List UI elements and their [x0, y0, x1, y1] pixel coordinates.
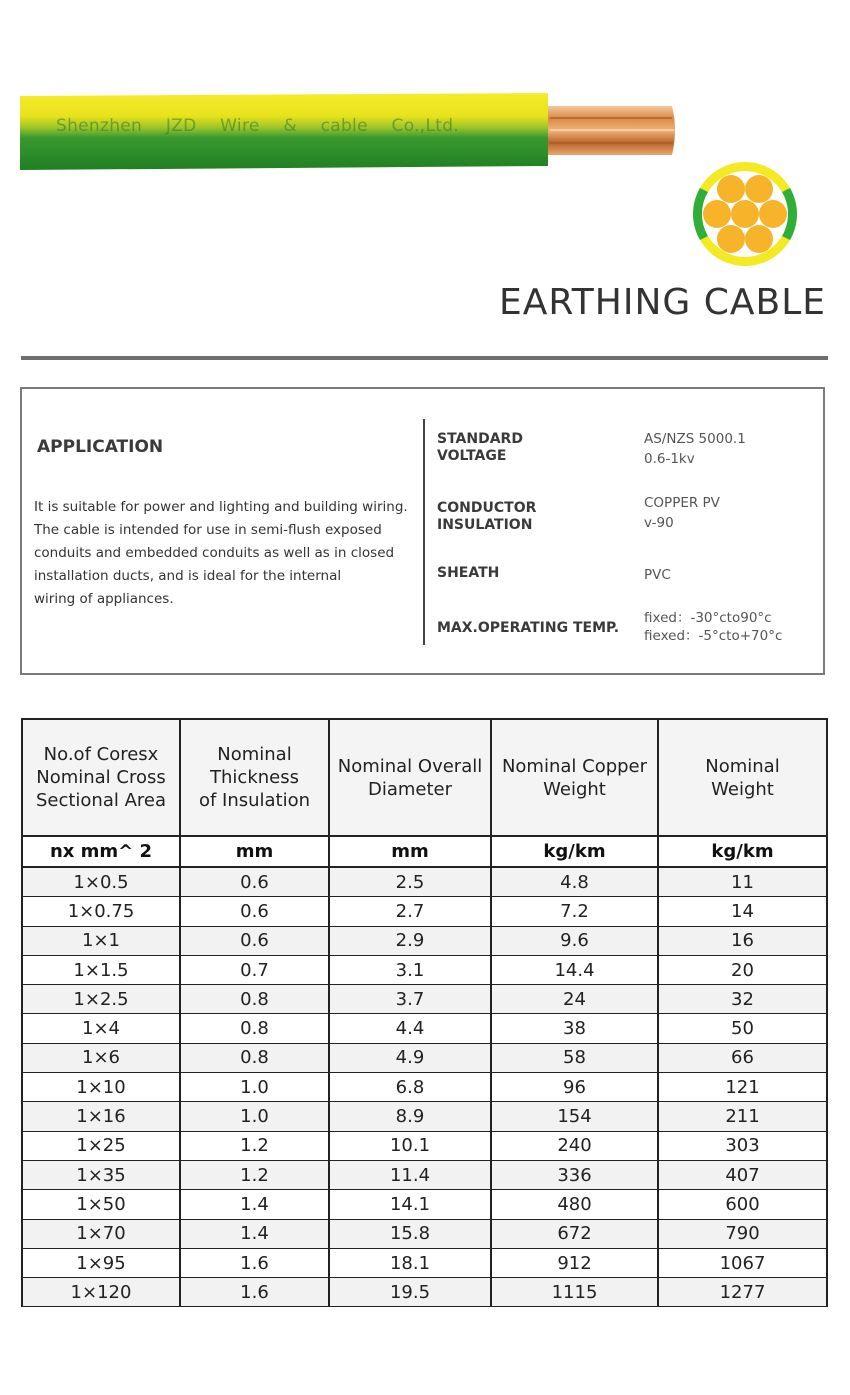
- table-cell: 1.4: [180, 1190, 329, 1219]
- table-row: [22, 1160, 827, 1189]
- table-cell: 121: [658, 1073, 827, 1102]
- table-row: [22, 985, 827, 1014]
- application-line: It is suitable for power and lighting and building wiring.: [34, 499, 408, 515]
- cable-graphic: [0, 0, 850, 280]
- table-cell: 58: [491, 1043, 658, 1072]
- spec-value-standard-voltage: [644, 429, 746, 469]
- table-cell: 2.9: [329, 926, 491, 955]
- table-cell: 0.6: [180, 897, 329, 926]
- header-line: Diameter: [367, 778, 453, 800]
- table-cell: 6.8: [329, 1073, 491, 1102]
- spec-value-max-operating-temp: [644, 609, 782, 645]
- table-cell: 1.0: [180, 1073, 329, 1102]
- header-line: of Insulation: [198, 790, 311, 811]
- spec-value-conductor-insulation: [644, 493, 720, 533]
- table-cell: 1×0.5: [22, 867, 180, 897]
- spec-label-line: STANDARD: [437, 431, 523, 447]
- spec-label-standard-voltage: [437, 431, 523, 465]
- table-cell: 480: [491, 1190, 658, 1219]
- application-text: [34, 496, 414, 611]
- unit-cell: kg/km: [658, 836, 827, 867]
- table-cell: 7.2: [491, 897, 658, 926]
- header-line: Nominal Copper: [501, 755, 648, 777]
- table-cell: 1.0: [180, 1102, 329, 1131]
- table-cell: 672: [491, 1219, 658, 1248]
- spec-value-line: v-90: [644, 515, 674, 531]
- unit-cell: mm: [180, 836, 329, 867]
- unit-cell: kg/km: [491, 836, 658, 867]
- spec-value-line: AS/NZS 5000.1: [644, 431, 746, 447]
- spec-label-line: MAX.OPERATING TEMP.: [437, 620, 620, 636]
- vertical-divider: [423, 419, 425, 645]
- spec-label-line: INSULATION: [437, 517, 533, 533]
- table-cell: 0.7: [180, 955, 329, 984]
- table-cell: 211: [658, 1102, 827, 1131]
- table-row: [22, 1219, 827, 1248]
- spec-value-sheath: [644, 565, 671, 585]
- table-cell: 9.6: [491, 926, 658, 955]
- table-cell: 336: [491, 1160, 658, 1189]
- table-cell: 20: [658, 955, 827, 984]
- table-row: [22, 1102, 827, 1131]
- table-cell: 14.1: [329, 1190, 491, 1219]
- header-nominal-weight: [658, 719, 827, 836]
- table-row: [22, 867, 827, 897]
- header-overall-diameter: [329, 719, 491, 836]
- table-cell: 1×0.75: [22, 897, 180, 926]
- table-cell: 1×10: [22, 1073, 180, 1102]
- divider: [21, 356, 828, 360]
- table-row: [22, 1190, 827, 1219]
- table-cell: 11: [658, 867, 827, 897]
- table-row: [22, 926, 827, 955]
- table-cell: 16: [658, 926, 827, 955]
- table-row: [22, 1248, 827, 1277]
- spec-label-line: CONDUCTOR: [437, 500, 537, 516]
- table-cell: 50: [658, 1014, 827, 1043]
- application-line: conduits and embedded conduits as well as in closed: [34, 545, 395, 561]
- table-cell: 1067: [658, 1248, 827, 1277]
- table-cell: 1277: [658, 1278, 827, 1307]
- table-cell: 1×50: [22, 1190, 180, 1219]
- table-cell: 4.4: [329, 1014, 491, 1043]
- table-cell: 0.8: [180, 1014, 329, 1043]
- application-line: The cable is intended for use in semi-flush exposed: [34, 522, 382, 538]
- table-cell: 3.1: [329, 955, 491, 984]
- table-row: [22, 897, 827, 926]
- spec-value-line: 0.6-1kv: [644, 451, 695, 467]
- cable-spec-table: [21, 718, 828, 1307]
- spec-value-line: fiexed：-5°cto+70°c: [644, 628, 783, 644]
- application-line: installation ducts, and is ideal for the internal: [34, 568, 342, 584]
- units-row: [22, 836, 827, 867]
- header-insulation-thickness: [180, 719, 329, 836]
- header-line: Weight: [543, 778, 606, 800]
- table-cell: 1.6: [180, 1278, 329, 1307]
- table-cell: 18.1: [329, 1248, 491, 1277]
- table-cell: 1×35: [22, 1160, 180, 1189]
- spec-label-line: SHEATH: [437, 565, 500, 581]
- table-row: [22, 1043, 827, 1072]
- application-line: wiring of appliances.: [34, 591, 174, 607]
- header-line: Nominal: [705, 755, 780, 777]
- cross-section-icon: [693, 162, 797, 266]
- header-line: Sectional Area: [35, 790, 167, 811]
- spec-value-line: fixed：-30°cto90°c: [644, 610, 772, 626]
- table-cell: 38: [491, 1014, 658, 1043]
- table-cell: 1.2: [180, 1131, 329, 1160]
- table-cell: 154: [491, 1102, 658, 1131]
- table-cell: 1×70: [22, 1219, 180, 1248]
- table-cell: 15.8: [329, 1219, 491, 1248]
- table-cell: 1×6: [22, 1043, 180, 1072]
- table-row: [22, 1014, 827, 1043]
- table-row: [22, 1131, 827, 1160]
- spec-value-line: COPPER PV: [644, 495, 720, 511]
- header-line: Thickness: [210, 767, 299, 788]
- table-cell: 66: [658, 1043, 827, 1072]
- page-title: EARTHING CABLE: [499, 282, 826, 323]
- spec-label-conductor-insulation: [437, 500, 536, 534]
- table-cell: 96: [491, 1073, 658, 1102]
- table-row: [22, 955, 827, 984]
- cable-illustration: [0, 0, 850, 280]
- table-cell: 1.4: [180, 1219, 329, 1248]
- table-cell: 1.2: [180, 1160, 329, 1189]
- header-copper-weight: [491, 719, 658, 836]
- header-cores-cross-section: [22, 719, 180, 836]
- table-cell: 0.8: [180, 985, 329, 1014]
- table-header-row: [22, 719, 827, 836]
- table-cell: 4.8: [491, 867, 658, 897]
- table-cell: 790: [658, 1219, 827, 1248]
- table-cell: 4.9: [329, 1043, 491, 1072]
- table-cell: 1×2.5: [22, 985, 180, 1014]
- table-cell: 19.5: [329, 1278, 491, 1307]
- spec-label-sheath: [437, 565, 499, 582]
- table-cell: 1×25: [22, 1131, 180, 1160]
- table-cell: 303: [658, 1131, 827, 1160]
- table-cell: 912: [491, 1248, 658, 1277]
- table-cell: 2.5: [329, 867, 491, 897]
- table-cell: 8.9: [329, 1102, 491, 1131]
- spec-box: [20, 387, 825, 675]
- table-cell: 0.6: [180, 867, 329, 897]
- table-cell: 1×1.5: [22, 955, 180, 984]
- table-cell: 32: [658, 985, 827, 1014]
- application-heading: APPLICATION: [37, 437, 164, 457]
- table-cell: 1×16: [22, 1102, 180, 1131]
- table-cell: 14: [658, 897, 827, 926]
- cable-print-text: Shenzhen JZD Wire & cable Co.,Ltd.: [56, 116, 460, 136]
- table-cell: 14.4: [491, 955, 658, 984]
- table-cell: 24: [491, 985, 658, 1014]
- table-cell: 1×1: [22, 926, 180, 955]
- header-line: Weight: [711, 778, 774, 800]
- table-row: [22, 1278, 827, 1307]
- unit-cell: mm: [329, 836, 491, 867]
- table-row: [22, 1073, 827, 1102]
- spec-label-line: VOLTAGE: [437, 448, 507, 464]
- table-cell: 407: [658, 1160, 827, 1189]
- table-cell: 0.8: [180, 1043, 329, 1072]
- table-cell: 3.7: [329, 985, 491, 1014]
- header-line: No.of Coresx: [43, 744, 159, 765]
- unit-cell: nx mm^ 2: [22, 836, 180, 867]
- table-cell: 1.6: [180, 1248, 329, 1277]
- table-cell: 11.4: [329, 1160, 491, 1189]
- table-cell: 1115: [491, 1278, 658, 1307]
- header-line: Nominal Cross: [36, 767, 166, 788]
- table-cell: 2.7: [329, 897, 491, 926]
- table-cell: 1×120: [22, 1278, 180, 1307]
- header-line: Nominal: [217, 744, 292, 765]
- table-cell: 240: [491, 1131, 658, 1160]
- table-cell: 1×95: [22, 1248, 180, 1277]
- table-cell: 600: [658, 1190, 827, 1219]
- spec-label-max-operating-temp: [437, 620, 619, 637]
- table-cell: 1×4: [22, 1014, 180, 1043]
- table-cell: 0.6: [180, 926, 329, 955]
- header-line: Nominal Overall: [337, 755, 483, 777]
- spec-value-line: PVC: [644, 567, 671, 583]
- table-cell: 10.1: [329, 1131, 491, 1160]
